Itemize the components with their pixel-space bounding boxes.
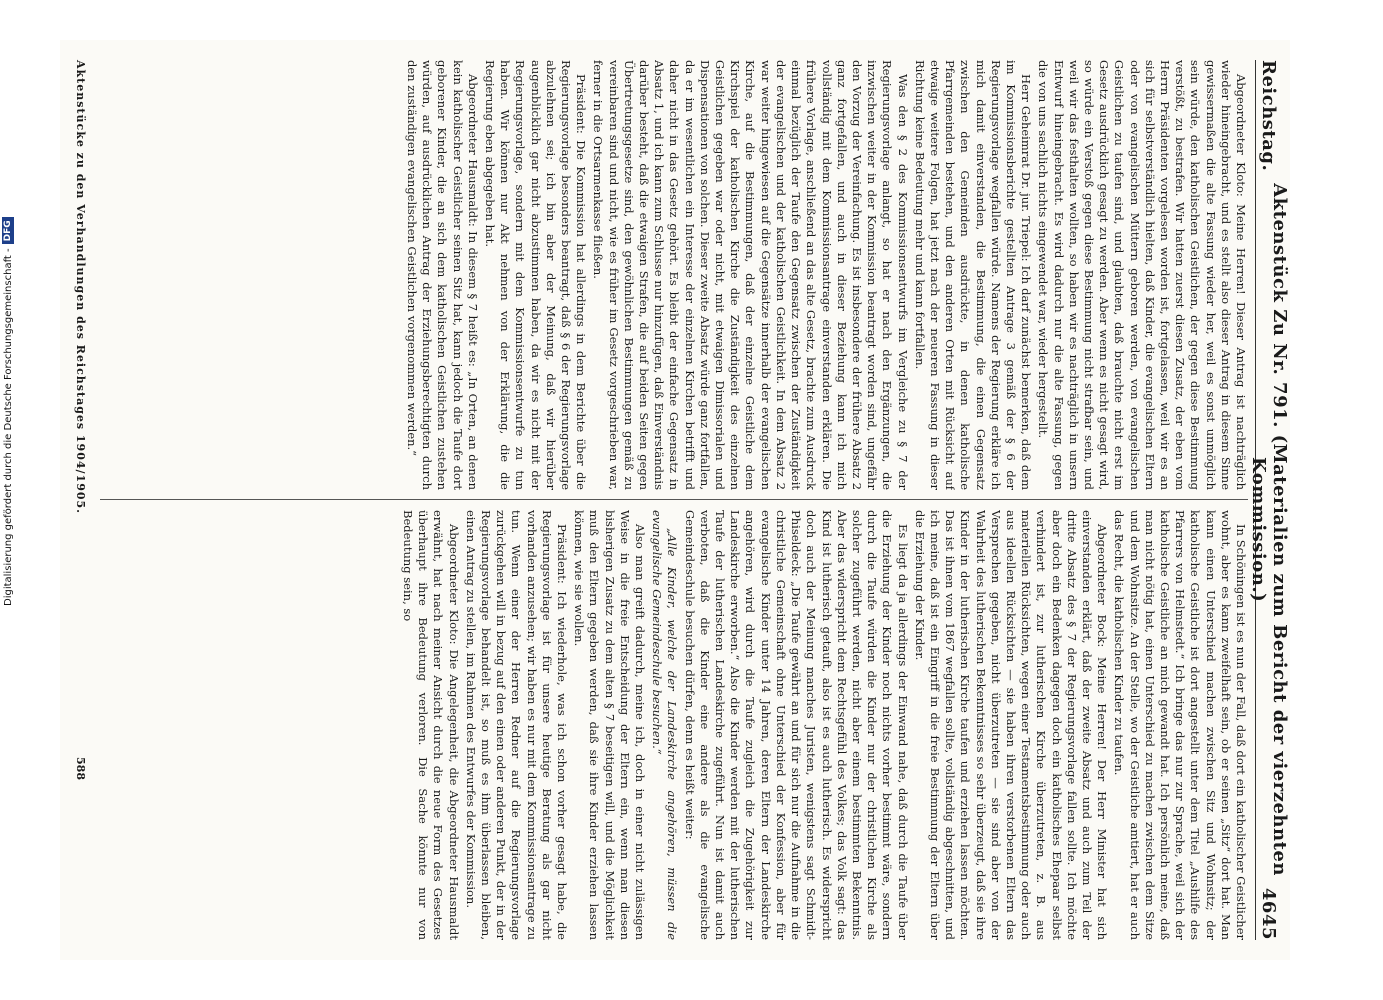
running-head-left: Reichstag. <box>1258 60 1280 172</box>
paragraph: Es liegt da ja allerdings der Einwand nahe, daß durch die Taufe über die Erziehung der Kinder noch nichts vorher bestimmt wäre, sondern durch die Taufe würden die Kinder nur der christlichen Kirche als solcher zugeführt werden, nicht aber einem bestimmten Bekenntnis. Aber das widerspricht dem Rechtsgefühl des Volkes; das Volk sagt: das Kind ist lutherisch getauft, also ist es auch lutherisch. Es widerspricht doch auch der Meinung manches Juristen, wenigstens sagt Schmidt-Phiseldeck: „Die Taufe gewährt an und für sich nur die Aufnahme in die christliche Gemeinschaft ohne Unterschied der Konfession, aber für evangelische Kinder unter 14 Jahren, deren Eltern der Landeskirche angehören, wird durch die Taufe zugleich die Zugehörigkeit zur Landeskirche erworben.“ Also die Kinder werden mit der lutherischen Taufe der lutherischen Landeskirche zugeführt. Nun ist damit auch verboten, daß die Kinder eine andere als die evangelische Gemeindeschule besuchen dürfen, denn es heißt weiter: <box>682 510 910 940</box>
credit-text: Digitalisierung gefördert durch die Deutsche Forschungsgemeinschaft - <box>2 248 14 606</box>
quote-paragraph: „Alle Kinder, welche der Landeskirche angehören, müssen die evangelische Gemeindeschule besuchen.“ <box>650 510 680 940</box>
paragraph: Also man greift dadurch, meine ich, doch in einer nicht zulässigen Weise in die freie Entscheidung der Eltern ein, wenn man diesen bisherigen Zusatz zu dem alten § 7 beseitigen will, und die Möglichkeit muß den Eltern gegeben werden, daß sie ihre Kinder erziehen lassen können, wie sie wollen. <box>572 510 648 940</box>
paragraph: Herr Geheimrat Dr. jur. Triepel: Ich darf zunächst bemerken, daß dem im Kommissionsberichte gestellten Antrage 3 gemäß der § 6 der Regierungsvorlage wegfallen würde. Namens der Regierung erkläre ich mich damit einverstanden, die Bestimmung, die einen Gegensatz zwischen den Gemeinden ausdrückte, in denen katholische Pfarrgemeinden bestehen, und den anderen Orten mit Rücksicht auf etwaige weitere Folgen, hat jetzt nach der neueren Fassung in dieser Richtung keine Bedeutung mehr und kann fortfallen. <box>912 60 1034 490</box>
column-divider <box>100 499 1248 500</box>
paragraph: Abgeordneter Kloto: Meine Herren! Dieser Antrag ist nachträglich wieder hineingebracht, und es stellt also dieser Antrag in diesem Sinne gewissermaßen die alte Fassung wieder her, weil es sonst unmöglich sein würde, den katholischen Geistlichen, der gegen diese Bestimmung verstößt, zu bestrafen. Wir hatten zuerst diesen Zusatz, der eben vom Herrn Präsidenten vorgelesen worden ist, fortgelassen, weil wir es an sich für selbstverständlich hielten, daß Kinder, die evangelischen Eltern oder von evangelischen Müttern geboren werden, von evangelischen Geistlichen zu taufen sind, und glaubten, daß brauchte nicht erst im Gesetz ausdrücklich gesagt zu werden. Aber wenn es nicht gesagt wird, so würde ein Verstoß gegen diese Bestimmung nicht strafbar sein, und weil wir das festhalten wollten, so haben wir es nachträglich in unsern Entwurf hineingebracht. Es wird dadurch nur die alte Fassung, gegen die von uns sachlich nichts eingewendet war, wieder hergestellt. <box>1036 60 1248 490</box>
paragraph: Präsident: Die Kommission hat allerdings in dem Berichte über die Regierungsvorlage besonders beantragt, daß § 6 der Regierungsvorlage abzulehnen sei; ich bin aber der Meinung, daß wir hierüber augenblicklich gar nicht abzustimmen haben, da wir es nicht mit der Regierungsvorlage, sondern mit dem Kommissionsentwurfe zu tun haben. Wir können nur Akt nehmen von der Erklärung, die die Regierung eben abgegeben hat. <box>483 60 589 490</box>
left-text-column <box>100 60 1248 490</box>
digitization-credit <box>0 220 16 606</box>
paragraph: Präsident: Ich wiederhole, was ich schon vorher gesagt habe, die Regierungsvorlage ist für unsere heutige Beratung als gar nicht vorhanden anzusehen; wir haben es nur mit dem Kommissionsantrage zu tun. Wenn einer der Herren Redner auf die Regierungsvorlage zurückgehen will in bezug auf den einen oder anderen Punkt, der in der Regierungsvorlage behandelt ist, so muß es ihm überlassen bleiben, einen Antrag zu stellen, im Rahmen des Entwurfes der Kommission. <box>463 510 570 940</box>
right-text-column <box>100 510 1248 940</box>
paragraph: Abgeordneter Bock: Meine Herren! Der Herr Minister hat sich einverstanden erklärt, daß der zweite Absatz und auch zum Teil der dritte Absatz des § 7 der Regierungsvorlage fallen sollte. Ich möchte aber doch ein Bedenken dagegen doch ein katholisches Ehepaar selbst verhindert ist, zur lutherischen Kirche überzutreten, z. B. aus materiellen Rücksichten, wegen einer Testamentsbestimmung oder auch aus ideellen Rücksichten — sie haben ihren verstorbenen Eltern das Versprechen gegeben, nicht überzutreten — sie sind aber von der Wahrheit des lutherischen Bekenntnisses so sehr überzeugt, daß sie ihre Kinder in der lutherischen Kirche taufen und erziehen lassen möchten. Das ist ihnen vom 1867 wegfallen sollte, vollständig abgeschnitten, und ich meine, daß ist ein Eingriff in die freie Bestimmung der Eltern über die Erziehung der Kinder. <box>912 510 1110 940</box>
scanned-page-frame <box>60 40 1290 960</box>
page-footer: Aktenstücke zu den Verhandlungen des Reichstages 1904/1905. <box>74 60 87 514</box>
paragraph: In Schöningen ist es nun der Fall, daß dort ein katholischer Geistlicher wohnt, aber es kann zweifelhaft sein, ob er seinen „Sitz“ dort hat. Man kann einen Unterschied machen zwischen Sitz und Wohnsitz; der katholische Geistliche ist dort angestellt unter dem Titel „Aushilfe des Pfarrers von Helmstedt.“ Ich bringe das nur zur Sprache, weil sich der katholische Geistliche an mich gewandt hat. Ich persönlich meine, daß man nicht nötig hat, einen Unterschied zu machen zwischen dem Sitze und dem Wohnsitze. An der Stelle, wo der Geistliche amtiert, hat er auch das Recht, die katholischen Kinder zu taufen. <box>1112 510 1248 940</box>
page-number: 588 <box>74 757 87 780</box>
paragraph: Was den § 2 des Kommissionsentwurfs im Vergleiche zu § 7 der Regierungsvorlage anlangt, so hat er nach den Ergänzungen, die inzwischen weiter in der Kommission beantragt worden sind, ungefähr den Vorzug der Vereinfachung. Es ist insbesondere der frühere Absatz 2 ganz fortgefallen, und auch in dieser Beziehung kann ich mich vollständig mit dem Kommissionsantrage einverstanden erklären. Die frühere Vorlage, anschließend an das alte Gesetz, brachte zum Ausdruck einmal bezüglich der Taufe den Gegensatz zwischen der Zuständigkeit der evangelischen und der katholischen Geistlichkeit. In dem Absatz 2 war weiter hingewiesen auf die Gegensätze innerhalb der evangelischen Kirche, auf die Bestimmungen, daß der einzelne Geistliche dem Kirchspiel der katholischen Kirche die Zuständigkeit des einzelnen Geistlichen gegeben war oder nicht, mit etwaigen Dimissorialen und Dispensationen von solchen. Dieser zweite Absatz würde ganz fortfallen, da er im wesentlichen ein Interesse der einzelnen Kirchen betrifft und daher nicht in das Gesetz gehört. Es bleibt der einfache Gegensatz in Absatz 1, und ich kann zum Schlusse nur hinzufügen, daß Einverständnis darüber besteht, daß die etwaigen Strafen, die auf beiden Seiten gegen Übertretungsgesetze sind, den gewöhnlichen Bestimmungen gemäß zu vereinbaren sind und nicht, wie es früher im Gesetz vorgeschrieben war, ferner in die Ortsarmenkasse fließen. <box>591 60 910 490</box>
paragraph: Abgeordneter Kloto: Die Angelegenheit, die Abgeordneter Hausmaldt erwähnt, hat nach meiner Ansicht durch die neue Form des Gesetzes überhaupt ihre Bedeutung verloren. Die Sache könnte nur von Bedeutung sein, so <box>401 510 461 940</box>
running-head-page: 4645 <box>1258 887 1280 940</box>
scanned-page <box>60 40 1290 960</box>
paragraph: Abgeordneter Hausmaldt: In diesem § 7 heißt es: „In Orten, an denen kein katholischer Geistlicher seinen Sitz hat, kann jedoch die Taufe dort geborener Kinder, die an sich dem katholischen Geistlichen zustehen würden, auf ausdrücklichen Antrag der Erziehungsberechtigten durch den zuständigen evangelischen Geistlichen vorgenommen werden.“ <box>405 60 480 490</box>
running-head-title: Aktenstück Zu Nr. 791. (Materialien zum Bericht der vierzehnten Kommission.) <box>1248 183 1290 876</box>
dfg-logo-icon: DFG <box>2 217 14 244</box>
running-head <box>1248 60 1290 940</box>
